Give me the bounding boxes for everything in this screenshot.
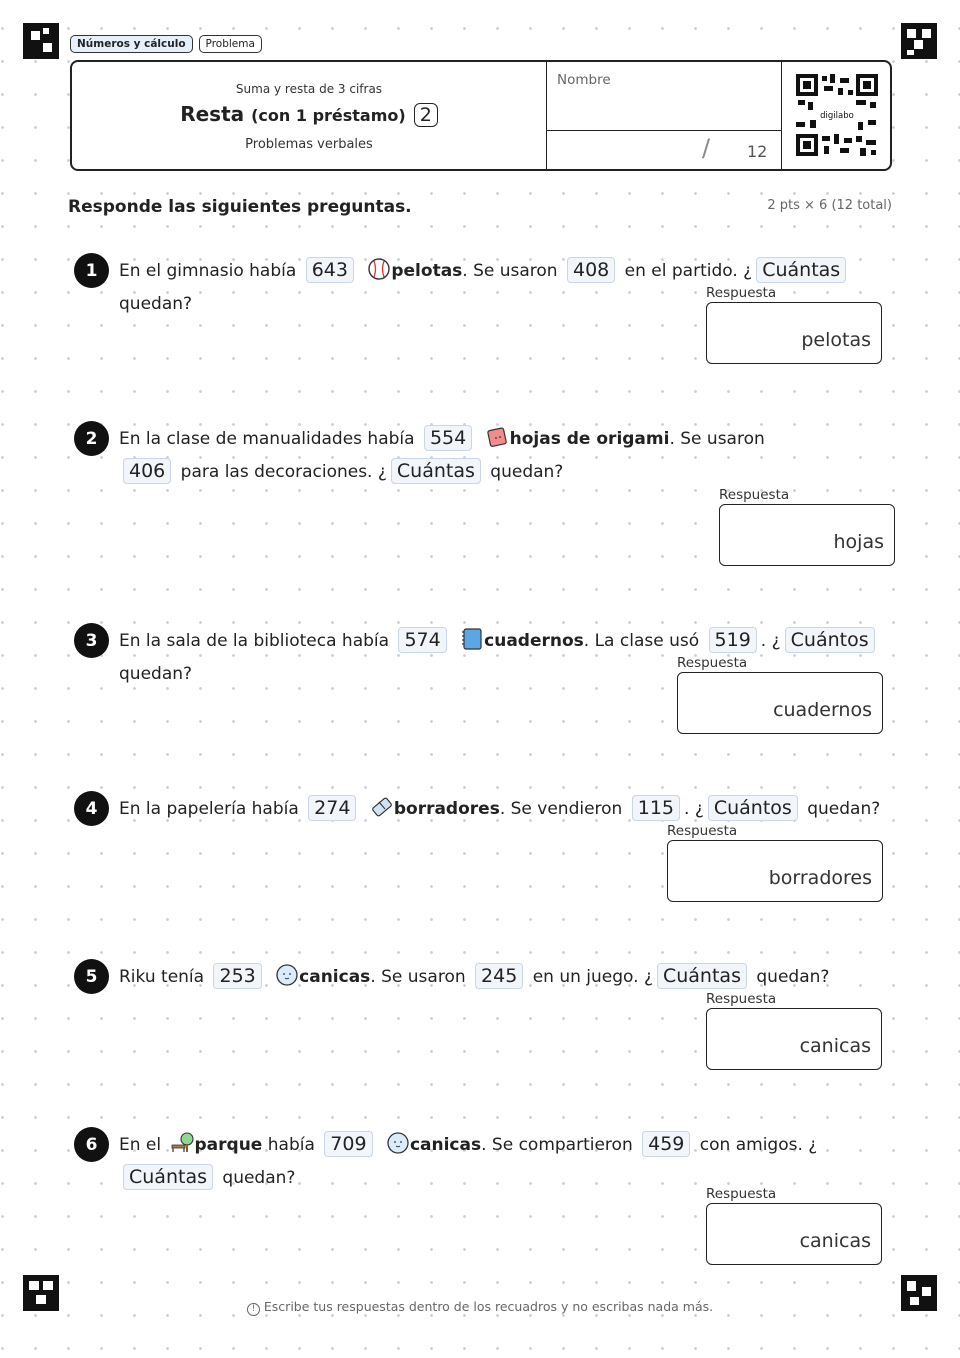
answer-box-2[interactable] xyxy=(719,504,895,566)
baseball-icon xyxy=(367,257,391,281)
text-segment: . Se usaron xyxy=(370,967,466,987)
question-word-box: Cuántas xyxy=(657,963,747,989)
answer-label: Respuesta xyxy=(706,285,777,301)
answer-label: Respuesta xyxy=(706,1186,777,1202)
answer-label: Respuesta xyxy=(667,823,738,839)
text-segment: En la clase de manualidades había xyxy=(119,429,415,449)
question-text xyxy=(119,793,899,826)
text-segment: en el partido. ¿ xyxy=(624,261,753,281)
question-word-box: Cuántas xyxy=(123,1164,213,1190)
question-word-box: Cuántas xyxy=(391,458,481,484)
corner-marker-top-left xyxy=(23,23,59,59)
answer-box-1[interactable] xyxy=(706,302,882,364)
number-box: 253 xyxy=(213,963,261,989)
question-word-box: Cuántos xyxy=(785,627,875,653)
worksheet-title xyxy=(72,102,546,127)
text-segment: quedan? xyxy=(119,664,193,684)
number-box: 115 xyxy=(632,795,680,821)
info-icon: ! xyxy=(247,1303,260,1316)
origami-paper-icon xyxy=(486,425,510,449)
item-name: pelotas xyxy=(391,261,463,281)
type-tag: Problema xyxy=(199,35,262,53)
title-qualifier: (con 1 préstamo) xyxy=(251,106,406,125)
answer-unit: canicas xyxy=(799,1230,871,1252)
tag-row xyxy=(70,35,262,53)
number-box: 574 xyxy=(398,627,446,653)
text-segment: En el xyxy=(119,1135,162,1155)
item-name: hojas de origami xyxy=(509,429,670,449)
number-box: 245 xyxy=(475,963,523,989)
answer-label: Respuesta xyxy=(706,991,777,1007)
question-number: 5 xyxy=(74,959,109,994)
points-info: 2 pts × 6 (12 total) xyxy=(767,198,892,213)
item-name: borradores xyxy=(393,799,500,819)
name-field[interactable] xyxy=(546,62,782,169)
text-segment: . Se usaron xyxy=(462,261,558,281)
qr-label: digilabo xyxy=(820,111,854,121)
number-box: 406 xyxy=(123,458,171,484)
text-segment: En el gimnasio había xyxy=(119,261,297,281)
question-number: 2 xyxy=(74,421,109,456)
score-slash: / xyxy=(702,134,711,162)
text-segment: en un juego. ¿ xyxy=(532,967,653,987)
score-total: 12 xyxy=(747,142,768,161)
text-segment: . La clase usó xyxy=(583,631,700,651)
text-segment: . Se compartieron xyxy=(481,1135,633,1155)
text-segment: con amigos. ¿ xyxy=(699,1135,818,1155)
text-segment: para las decoraciones. ¿ xyxy=(180,462,387,482)
category-tag: Números y cálculo xyxy=(70,35,193,53)
text-segment: quedan? xyxy=(756,967,830,987)
series-title: Suma y resta de 3 cifras xyxy=(235,82,383,96)
question-number: 4 xyxy=(74,791,109,826)
number-box: 459 xyxy=(642,1131,690,1157)
answer-unit: pelotas xyxy=(801,329,871,351)
question-word-box: Cuántas xyxy=(756,257,846,283)
marble-icon xyxy=(386,1131,410,1155)
park-bench-tree-icon xyxy=(171,1131,195,1155)
item-name: cuadernos xyxy=(484,631,584,651)
worksheet-category: Problemas verbales xyxy=(245,137,373,152)
question-number: 1 xyxy=(74,253,109,288)
text-segment: En la sala de la biblioteca había xyxy=(119,631,390,651)
corner-marker-top-right xyxy=(901,23,937,59)
marble-icon xyxy=(275,963,299,987)
number-box: 519 xyxy=(709,627,757,653)
text-segment: . Se usaron xyxy=(669,429,765,449)
number-box: 554 xyxy=(424,425,472,451)
text-segment: . ¿ xyxy=(684,799,704,819)
name-divider xyxy=(547,130,782,131)
answer-unit: cuadernos xyxy=(773,699,872,721)
question-text xyxy=(119,423,819,489)
qr-code-icon xyxy=(796,74,878,156)
text-segment: quedan? xyxy=(490,462,564,482)
title-main: Resta xyxy=(180,102,245,126)
text-segment: había xyxy=(267,1135,315,1155)
question-word-box: Cuántos xyxy=(708,795,798,821)
question-number: 3 xyxy=(74,623,109,658)
text-segment: En la papelería había xyxy=(119,799,299,819)
answer-label: Respuesta xyxy=(719,487,790,503)
text-segment: quedan? xyxy=(119,294,193,314)
question-text xyxy=(119,961,879,994)
item-name: canicas xyxy=(409,1135,482,1155)
text-segment: . ¿ xyxy=(760,631,781,651)
number-box: 408 xyxy=(567,257,615,283)
instructions: Responde las siguientes preguntas. xyxy=(68,197,412,217)
footer-text: Escribe tus respuestas dentro de los recuadros y no escribas nada más. xyxy=(263,1299,714,1314)
answer-box-5[interactable] xyxy=(706,1008,882,1070)
answer-label: Respuesta xyxy=(677,655,748,671)
footer-note xyxy=(0,1299,960,1316)
name-label: Nombre xyxy=(557,72,611,88)
title-block xyxy=(72,62,546,169)
qr-block xyxy=(781,62,891,169)
place-name: parque xyxy=(194,1135,263,1155)
answer-box-3[interactable] xyxy=(677,672,883,734)
sheet-number: 2 xyxy=(414,103,438,127)
text-segment: Riku tenía xyxy=(119,967,205,987)
text-segment: . Se vendieron xyxy=(499,799,623,819)
text-segment: quedan? xyxy=(222,1168,296,1188)
eraser-icon xyxy=(370,795,394,819)
number-box: 274 xyxy=(308,795,356,821)
number-box: 709 xyxy=(324,1131,372,1157)
number-box: 643 xyxy=(306,257,354,283)
answer-box-4[interactable] xyxy=(667,840,883,902)
answer-unit: borradores xyxy=(768,867,872,889)
worksheet-header xyxy=(70,60,892,171)
text-segment: quedan? xyxy=(807,799,881,819)
question-number: 6 xyxy=(74,1127,109,1162)
notebook-icon xyxy=(460,627,484,651)
answer-unit: canicas xyxy=(799,1035,871,1057)
item-name: canicas xyxy=(299,967,371,987)
answer-box-6[interactable] xyxy=(706,1203,882,1265)
answer-unit: hojas xyxy=(833,531,884,553)
